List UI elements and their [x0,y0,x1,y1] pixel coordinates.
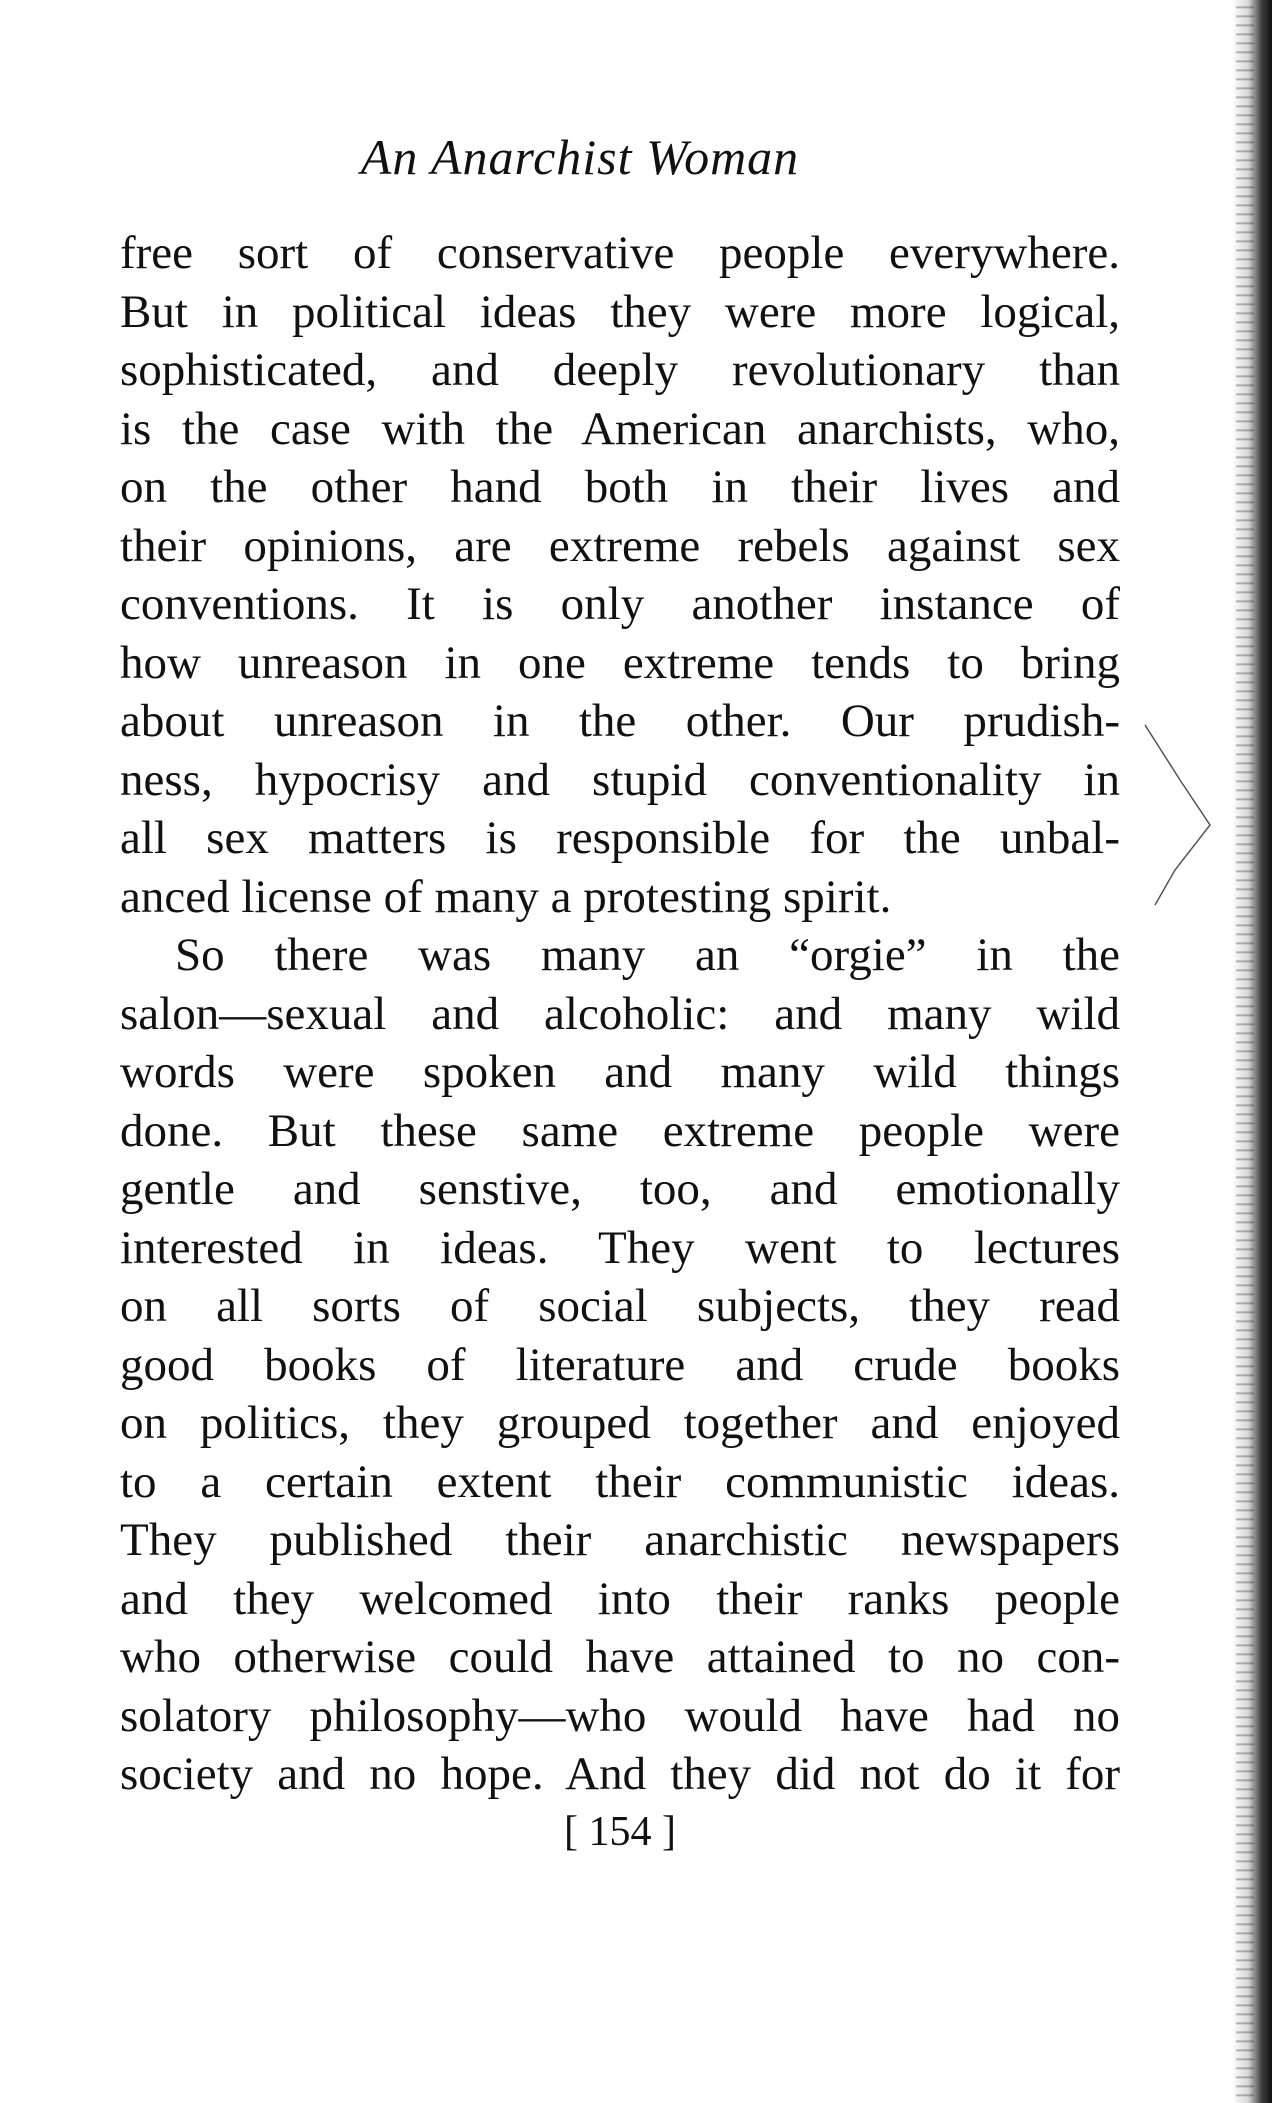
text-line: their opinions, are extreme rebels against sex [120,519,1120,572]
text-line: all sex matters is responsible for the unbal- [120,812,1120,864]
text-line: done. But these same extreme people were [120,1104,1120,1157]
text-line: on politics, they grouped together and enjoyed [120,1397,1120,1449]
text-line: But in political ideas they were more logical, [120,285,1120,338]
text-line: salon—sexual and alcoholic: and many wild [120,987,1120,1040]
text-line: conventions. It is only another instance of [120,578,1120,630]
text-line: interested in ideas. They went to lectures [120,1221,1120,1274]
text-line: how unreason in one extreme tends to bring [120,636,1120,689]
text-line: who otherwise could have attained to no con- [120,1631,1120,1683]
pencil-margin-mark-icon [1140,720,1230,920]
text-line: gentle and senstive, too, and emotionally [120,1163,1120,1215]
text-line: sophisticated, and deeply revolutionary than [120,344,1120,396]
text-line: They published their anarchistic newspapers [120,1514,1120,1566]
text-line: So there was many an “orgie” in the [175,929,1120,981]
text-line: to a certain extent their communistic ideas. [120,1455,1120,1508]
text-line: words were spoken and many wild things [120,1046,1120,1098]
text-line: on all sorts of social subjects, they read [120,1280,1120,1332]
text-line: and they welcomed into their ranks people [120,1572,1120,1625]
body-text [120,224,1120,1804]
running-head: An Anarchist Woman [360,129,800,185]
text-line: good books of literature and crude books [120,1338,1120,1391]
scan-edge-texture [1236,0,1254,2103]
text-line: society and no hope. And they did not do it for [120,1748,1120,1800]
text-line: ness, hypocrisy and stupid conventionality in [120,753,1120,806]
text-line: about unreason in the other. Our prudish- [120,695,1120,747]
text-line: solatory philosophy—who would have had no [120,1689,1120,1742]
text-line: on the other hand both in their lives and [120,461,1120,513]
page-number: [ 154 ] [564,1809,676,1855]
text-line: is the case with the American anarchists, who, [120,402,1120,455]
text-line: free sort of conservative people everywhere. [120,227,1120,279]
text-line: anced license of many a protesting spirit. [120,870,892,923]
